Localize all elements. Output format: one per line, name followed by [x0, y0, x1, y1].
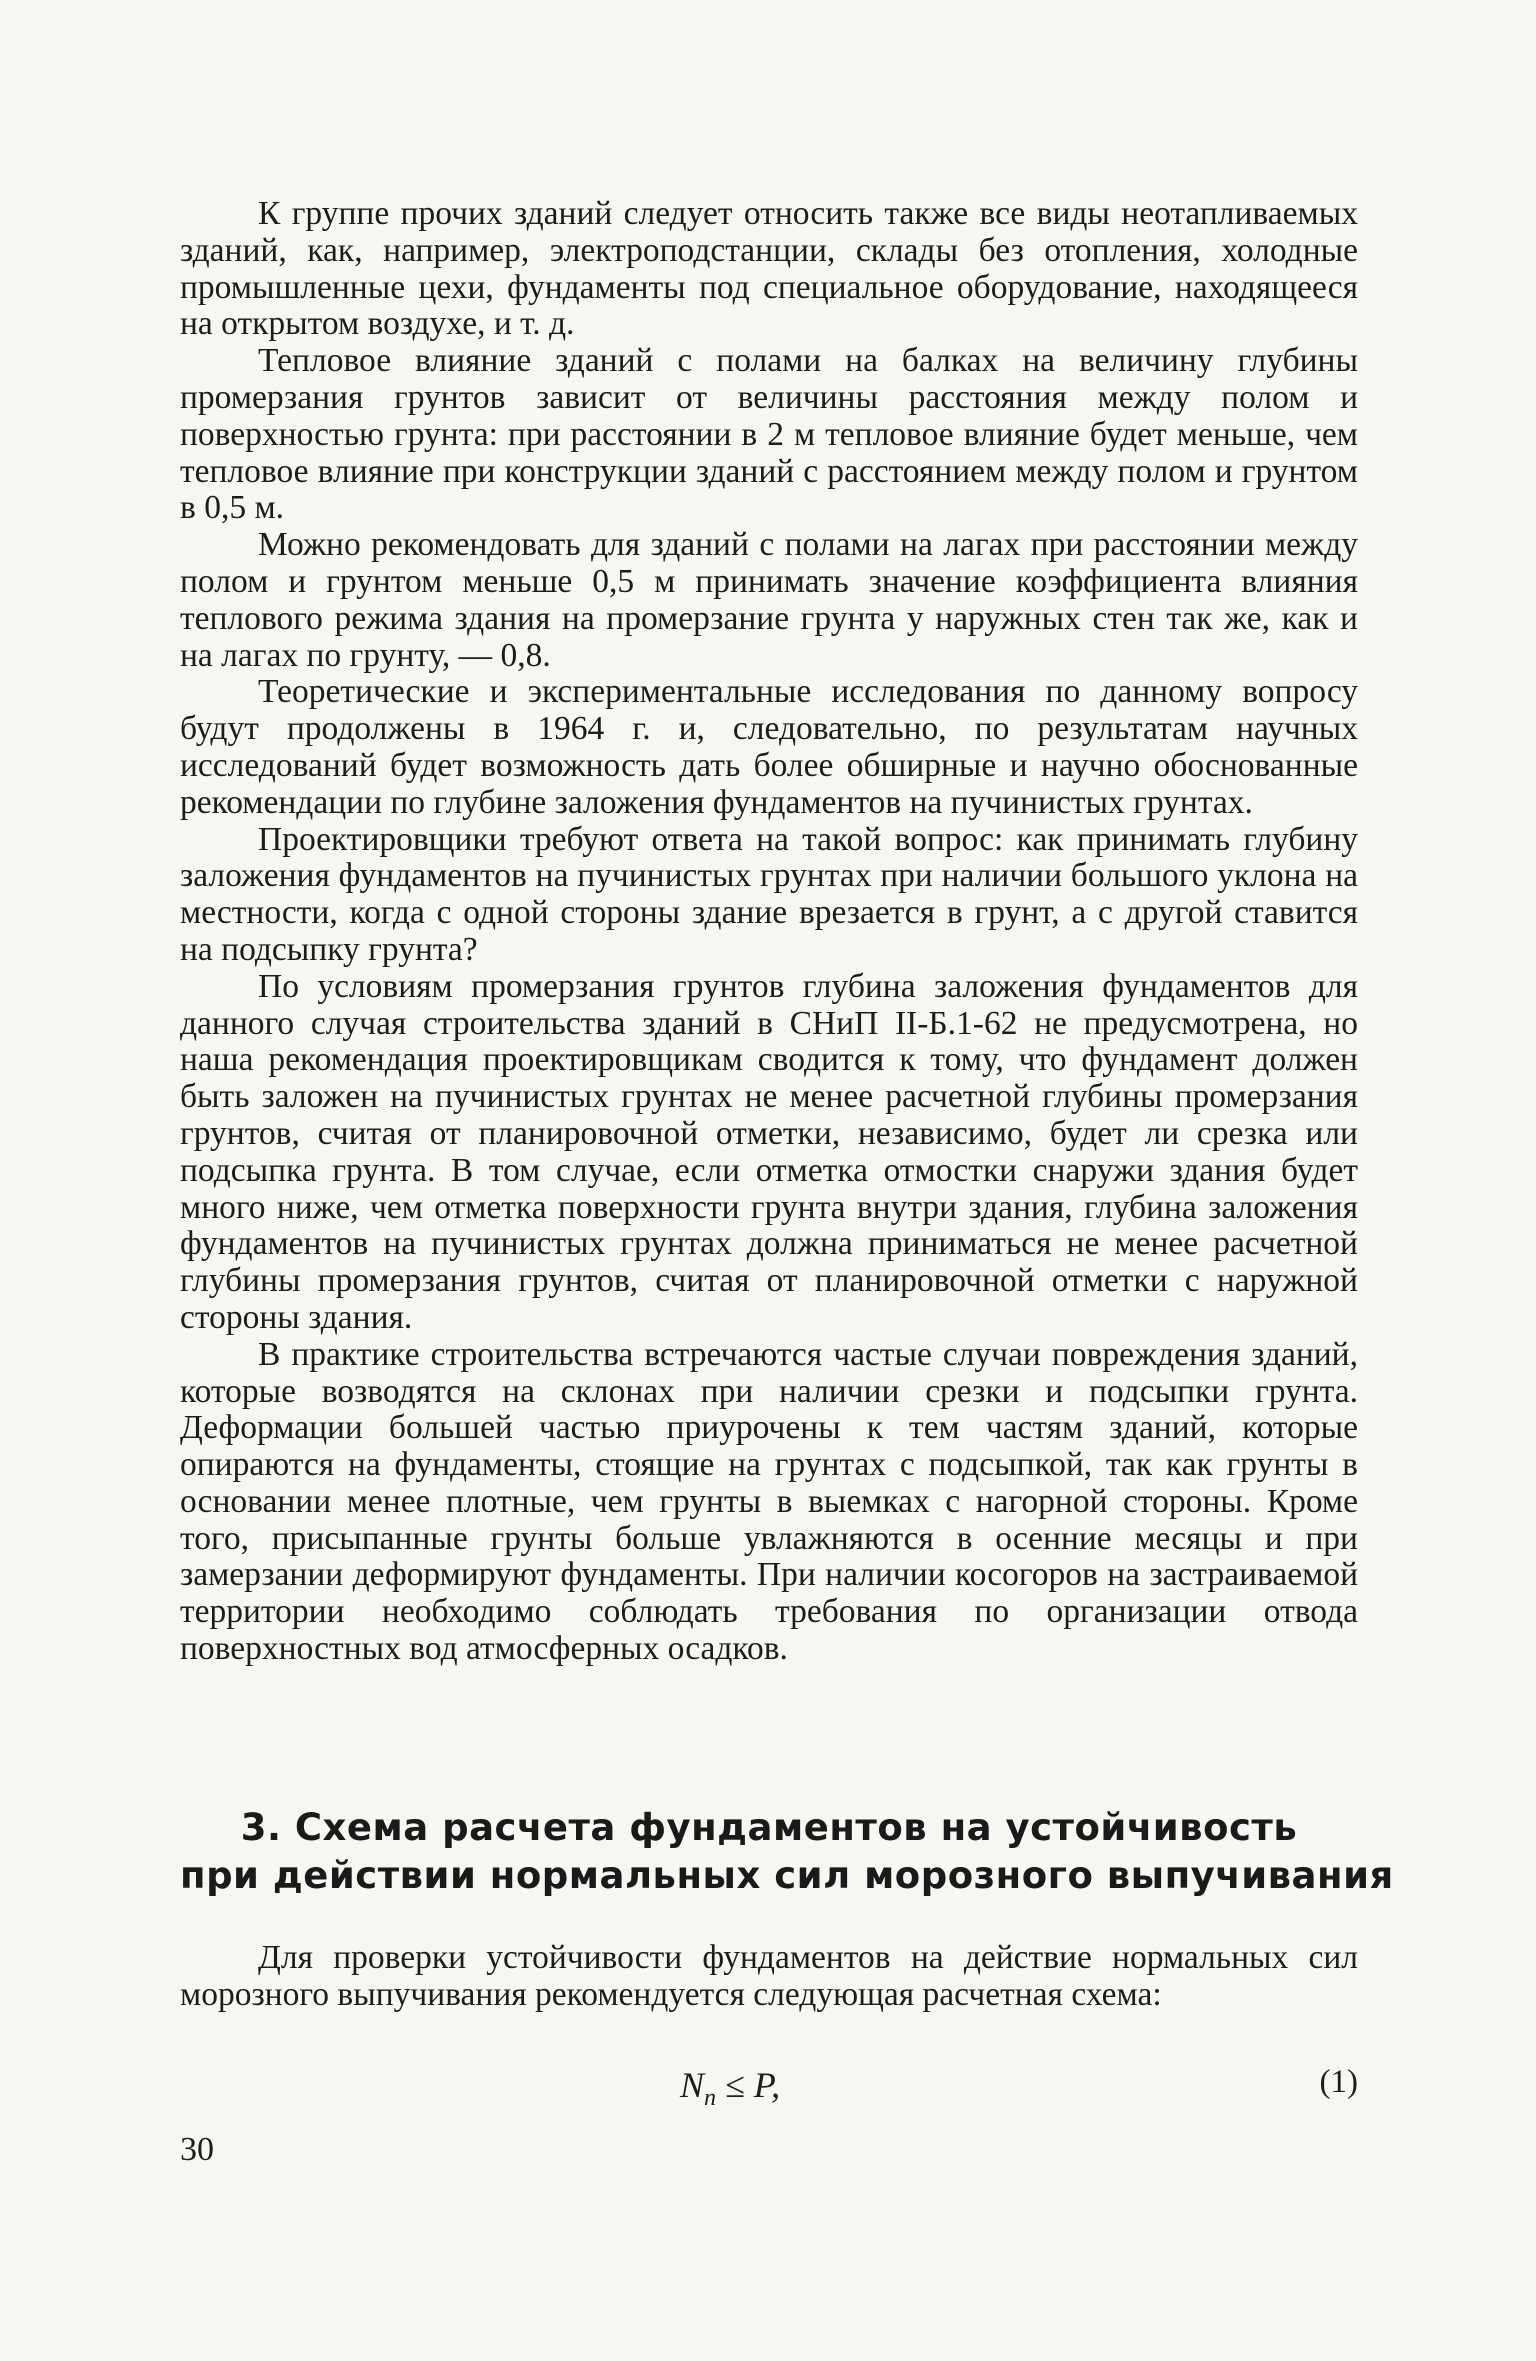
paragraph-unheated-buildings: К группе прочих зданий следует относить также все виды неотапливаемых зданий, как, например, электроподстанции, склады без отопления, холодные промышленные цехи, фундаменты под специальное оборудование, находящееся на открытом воздухе, и т. д.	[180, 195, 1358, 343]
page-number: 30	[180, 2131, 214, 2168]
body-text	[180, 196, 1358, 1668]
formula-subscript: п	[704, 2085, 717, 2112]
section-heading-line-1: 3. Схема расчета фундаментов на устойчивость	[240, 1806, 1298, 1849]
formula-row	[180, 2064, 1358, 2112]
paragraph-section-intro: Для проверки устойчивости фундаментов на действие нормальных сил морозного выпучивания рекомендуется следующая расчетная схема:	[180, 1939, 1358, 2013]
section-heading-line-2: при действии нормальных сил морозного выпучивания	[180, 1854, 1394, 1897]
paragraph-snip-conditions: По условиям промерзания грунтов глубина заложения фундаментов для данного случая строительства зданий в СНиП II-Б.1-62 не предусмотрена, но наша рекомендация проектировщикам сводится к тому, что фундамент должен быть заложен на пучинистых грунтах не менее расчетной глубины промерзания грунтов, считая от планировочной отметки, независимо, будет ли срезка или подсыпка грунта. В том случае, если отметка отмостки снаружи здания будет много ниже, чем отметка поверхности грунта внутри здания, глубина заложения фундаментов на пучинистых грунтах должна приниматься не менее расчетной глубины промерзания грунтов, считая от планировочной отметки с наружной стороны здания.	[180, 967, 1358, 1336]
paragraph-slope-damage: В практике строительства встречаются частые случаи повреждения зданий, которые возводятся на склонах при наличии срезки и подсыпки грунта. Деформации большей частью приурочены к тем частям зданий, которые опираются на фундаменты, стоящие на грунтах с подсыпкой, так как грунты в основании менее плотные, чем грунты в выемках с нагорной стороны. Кроме того, присыпанные грунты больше увлажняются в осенние месяцы и при замерзании деформируют фундаменты. При наличии косогоров на застраиваемой территории необходимо соблюдать требования по организации отвода поверхностных вод атмосферных осадков.	[180, 1335, 1358, 1668]
formula-symbol: N	[680, 2065, 705, 2105]
paragraph-slope-question: Проектировщики требуют ответа на такой вопрос: как принимать глубину заложения фундаментов на пучинистых грунтах при наличии большого уклона на местности, когда с одной стороны здание врезается в грунт, а с другой ставится на подсыпку грунта?	[180, 820, 1358, 968]
section-body	[180, 1940, 1358, 2014]
paragraph-recommendation-lags: Можно рекомендовать для зданий с полами на лагах при расстоянии между полом и грунтом меньше 0,5 м принимать значение коэффициента влияния теплового режима здания на промерзание грунта у наружных стен так же, как и на лагах по грунту, — 0,8.	[180, 526, 1358, 674]
section-heading	[180, 1804, 1394, 1900]
formula-number: (1)	[1319, 2064, 1358, 2100]
formula-relation: ≤ P,	[716, 2065, 781, 2105]
formula	[680, 2064, 780, 2112]
paragraph-research-1964: Теоретические и экспериментальные исследования по данному вопросу будут продолжены в 1964 г. и, следовательно, по результатам научных исследований будет возможность дать более обширные и научно обоснованные рекомендации по глубине заложения фундаментов на пучинистых грунтах.	[180, 673, 1358, 821]
paragraph-thermal-influence: Тепловое влияние зданий с полами на балках на величину глубины промерзания грунтов зависит от величины расстояния между полом и поверхностью грунта: при расстоянии в 2 м тепловое влияние будет меньше, чем тепловое влияние при конструкции зданий с расстоянием между полом и грунтом в 0,5 м.	[180, 342, 1358, 527]
